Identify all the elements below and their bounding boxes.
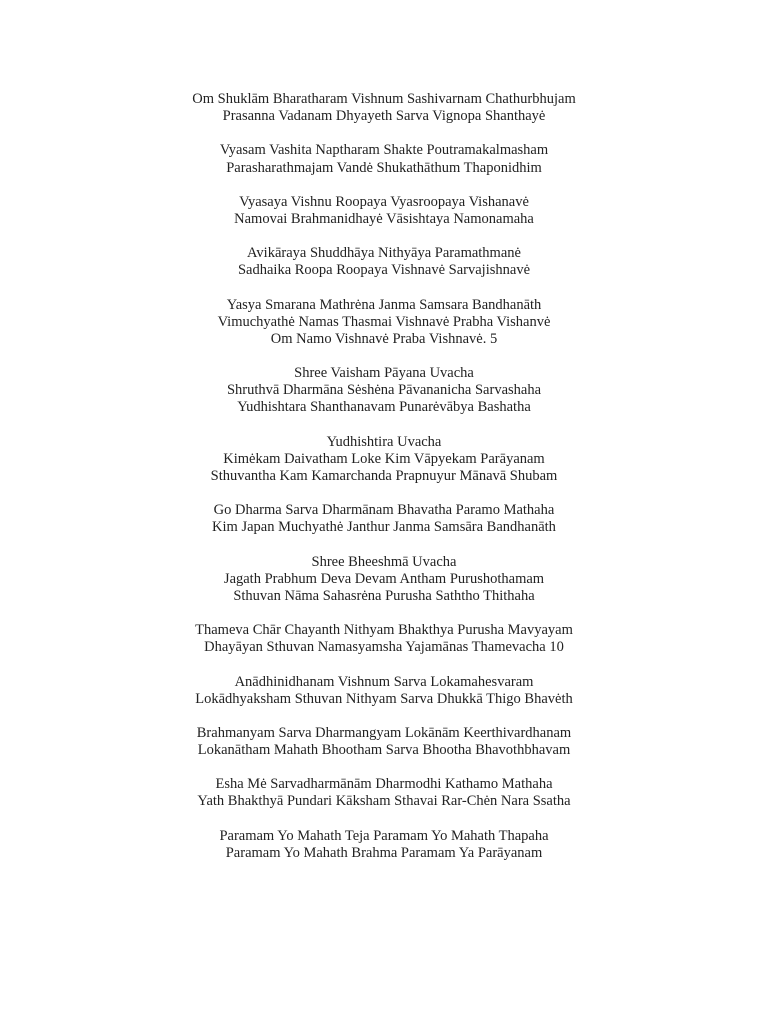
verse-line: Yasya Smarana Mathrėna Janma Samsara Bandhanāth xyxy=(226,296,542,313)
stanza xyxy=(0,554,768,606)
verse-line: Lokādhyaksham Sthuvan Nithyam Sarva Dhukkā Thigo Bhavėth xyxy=(195,690,573,707)
stanza xyxy=(0,245,768,279)
verse-line: Go Dharma Sarva Dharmānam Bhavatha Paramo Mathaha xyxy=(213,502,555,519)
verse-line: Sadhaika Roopa Roopaya Vishnavė Sarvajishnavė xyxy=(237,262,531,279)
stanza xyxy=(0,142,768,176)
verse-line: Om Namo Vishnavė Praba Vishnavė. 5 xyxy=(270,330,498,347)
stanza xyxy=(0,622,768,656)
verse-line: Kim Japan Muchyathė Janthur Janma Samsāra Bandhanāth xyxy=(212,519,556,536)
verse-line: Yath Bhakthyā Pundari Kāksham Sthavai Rar-Chėn Nara Ssatha xyxy=(197,793,571,810)
stanza xyxy=(0,365,768,417)
verse-line: Avikāraya Shuddhāya Nithyāya Paramathmanė xyxy=(247,245,521,262)
verse-line: Vyasam Vashita Naptharam Shakte Poutramakalmasham xyxy=(219,142,549,159)
stanza xyxy=(0,725,768,759)
verse-line: Brahmanyam Sarva Dharmangyam Lokānām Keerthivardhanam xyxy=(196,724,572,741)
stanza xyxy=(0,297,768,349)
stanza xyxy=(0,434,768,486)
verse-line: Om Shuklām Bharatharam Vishnum Sashivarnam Chathurbhujam xyxy=(192,91,576,107)
section-heading: Shree Vaisham Pāyana Uvacha xyxy=(294,365,474,382)
verse-line: Yudhishtara Shanthanavam Punarėvābya Bashatha xyxy=(237,399,531,416)
verse-line: Vimuchyathė Namas Thasmai Vishnavė Prabha Vishanvė xyxy=(217,313,551,330)
verse-line: Anādhinidhanam Vishnum Sarva Lokamahesvaram xyxy=(234,673,534,690)
stanza xyxy=(0,502,768,536)
stanza xyxy=(0,194,768,228)
verse-line: Lokanātham Mahath Bhootham Sarva Bhootha Bhavothbhavam xyxy=(197,742,571,759)
verse-line: Sthuvan Nāma Sahasrėna Purusha Saththo Thithaha xyxy=(233,587,535,604)
verse-line: Kimėkam Daivatham Loke Kim Vāpyekam Parāyanam xyxy=(223,450,545,467)
verse-line: Dhayāyan Sthuvan Namasyamsha Yajamānas Thamevacha 10 xyxy=(204,639,564,656)
stanza xyxy=(0,828,768,862)
verse-line: Paramam Yo Mahath Teja Paramam Yo Mahath Thapaha xyxy=(219,827,549,844)
verse-line: Parasharathmajam Vandė Shukathāthum Thaponidhim xyxy=(226,159,542,176)
verse-line: Sthuvantha Kam Kamarchanda Prapnuyur Mānavā Shubam xyxy=(210,468,558,484)
verse-line: Vyasaya Vishnu Roopaya Vyasroopaya Vishanavė xyxy=(239,193,529,210)
section-heading: Shree Bheeshmā Uvacha xyxy=(311,553,457,570)
verse-line: Esha Mė Sarvadharmānām Dharmodhi Kathamo Mathaha xyxy=(215,776,553,793)
verse-line: Thameva Chār Chayanth Nithyam Bhakthya Purusha Mavyayam xyxy=(195,622,573,639)
stanza xyxy=(0,91,768,125)
verse-line: Prasanna Vadanam Dhyayeth Sarva Vignopa Shanthayė xyxy=(222,108,546,125)
stanza xyxy=(0,674,768,708)
verse-line: Namovai Brahmanidhayė Vāsishtaya Namonamaha xyxy=(234,210,534,227)
verse-line: Shruthvā Dharmāna Sėshėna Pāvananicha Sarvashaha xyxy=(226,382,542,399)
section-heading: Yudhishtira Uvacha xyxy=(326,433,442,450)
verse-line: Paramam Yo Mahath Brahma Paramam Ya Parāyanam xyxy=(225,844,543,861)
stanza xyxy=(0,776,768,810)
verse-line: Jagath Prabhum Deva Devam Antham Purushothamam xyxy=(223,570,545,587)
document-page xyxy=(0,91,768,879)
